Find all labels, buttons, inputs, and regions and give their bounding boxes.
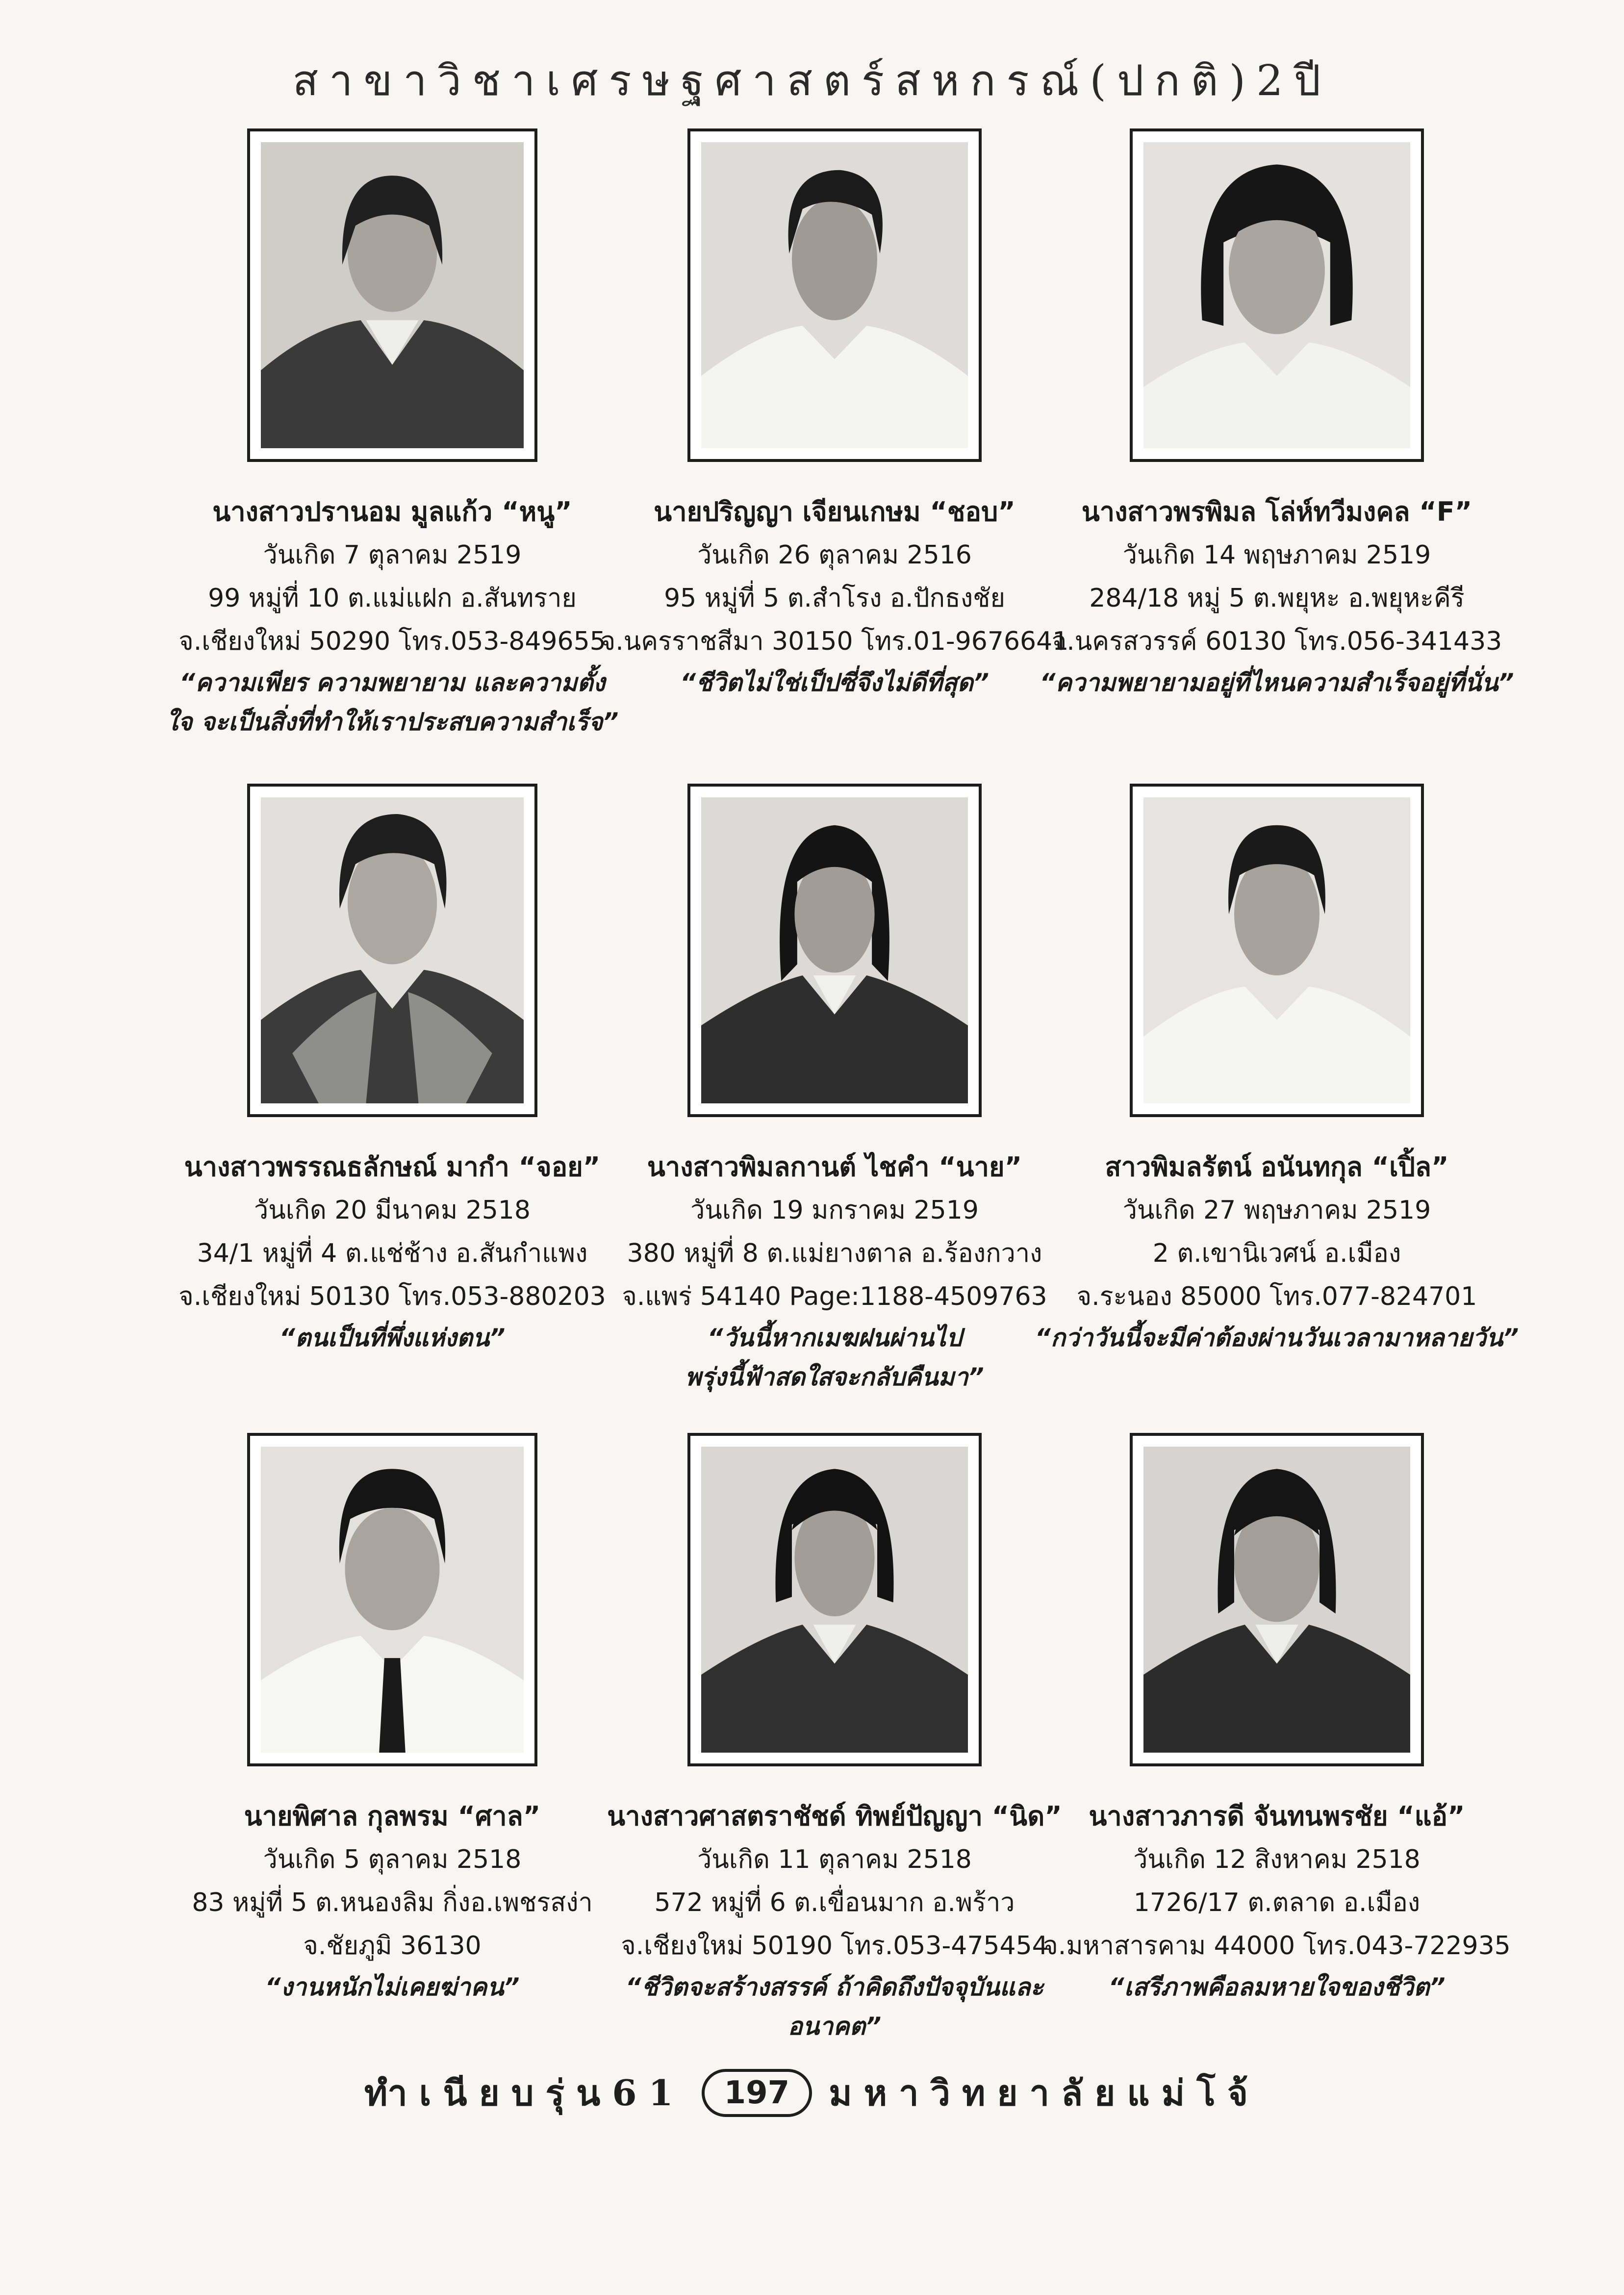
quote-line: “เสรีภาพคือลมหายใจของชีวิต”: [1108, 1973, 1446, 2001]
address-line: จ.ระนอง 85000 โทร.077-824701: [1076, 1282, 1477, 1311]
portrait-frame: [247, 1433, 537, 1766]
address-line: 284/18 หมู่ 5 ต.พยุหะ อ.พยุหะคีรี: [1089, 584, 1465, 613]
page-title: สาขาวิชาเศรษฐศาสตร์สหกรณ์(ปกติ)2ปี: [292, 56, 1332, 105]
graduate-card-5: [589, 784, 1080, 1397]
address-line: จ.ชัยภูมิ 36130: [303, 1931, 482, 1961]
graduate-card-3: [1032, 128, 1522, 702]
portrait-photo: [261, 797, 524, 1103]
portrait-photo: [1143, 797, 1410, 1103]
birth-date: วันเกิด 27 พฤษภาคม 2519: [1122, 1196, 1431, 1225]
portrait-photo: [1143, 1447, 1410, 1753]
graduate-card-7: [147, 1433, 637, 2007]
quote-line: “ความพยายามอยู่ที่ไหนความสำเร็จอยู่ที่นั่น”: [1040, 668, 1514, 697]
address-line: 1726/17 ต.ตลาด อ.เมือง: [1133, 1888, 1421, 1917]
portrait-frame: [247, 784, 537, 1117]
address-line: จ.แพร่ 54140 Page:1188-4509763: [622, 1282, 1047, 1311]
birth-date: วันเกิด 12 สิงหาคม 2518: [1133, 1845, 1421, 1874]
portrait-photo: [261, 1447, 524, 1753]
address-line: 380 หมู่ที่ 8 ต.แม่ยางตาล อ.ร้องกวาง: [627, 1239, 1042, 1268]
graduate-card-2: [589, 128, 1080, 702]
birth-date: วันเกิด 5 ตุลาคม 2518: [263, 1845, 522, 1874]
birth-date: วันเกิด 26 ตุลาคม 2516: [697, 540, 972, 570]
quote-line: ใจ จะเป็นสิ่งที่ทำให้เราประสบความสำเร็จ”: [166, 708, 619, 736]
portrait-frame: [247, 128, 537, 462]
birth-date: วันเกิด 20 มีนาคม 2518: [254, 1196, 531, 1225]
graduate-card-8: [589, 1433, 1080, 2046]
graduate-name: นางสาวภารดี จันทนพรชัย “แอ้”: [1089, 1801, 1465, 1832]
portrait-photo: [1143, 142, 1410, 448]
portrait-photo: [701, 1447, 968, 1753]
quote-line: “งานหนักไม่เคยฆ่าคน”: [265, 1973, 520, 2001]
graduate-name: นายปริญญา เจียนเกษม “ชอบ”: [654, 496, 1015, 527]
university-name: มหาวิทยาลัยแม่โจ้: [829, 2072, 1260, 2114]
graduate-name: สาวพิมลรัตน์ อนันทกุล “เปิ้ล”: [1105, 1151, 1449, 1182]
motto-quote: [589, 1967, 1080, 2046]
graduate-name: นางสาวศาสตราชัชด์ ทิพย์ปัญญา “นิด”: [607, 1801, 1062, 1832]
address-line: 99 หมู่ที่ 10 ต.แม่แฝก อ.สันทราย: [208, 584, 577, 613]
portrait-frame: [687, 784, 982, 1117]
graduate-name: นายพิศาล กุลพรม “ศาล”: [244, 1801, 541, 1832]
quote-line: “ชีวิตไม่ใช่เป็ปซี่จึงไม่ดีที่สุด”: [680, 668, 990, 697]
page-number: 197: [702, 2069, 812, 2117]
motto-quote: [1032, 663, 1522, 702]
address-line: จ.เชียงใหม่ 50290 โทร.053-849655: [178, 627, 606, 656]
portrait-photo: [701, 797, 968, 1103]
page-footer: [0, 2065, 1624, 2121]
graduate-name: นางสาวพิมลกานต์ ไชคำ “นาย”: [647, 1151, 1022, 1182]
quote-line: “ตนเป็นที่พึ่งแห่งตน”: [279, 1324, 506, 1352]
quote-line: “ชีวิตจะสร้างสรรค์ ถ้าคิดถึงปัจจุบันและอนาคต”: [625, 1973, 1044, 2040]
graduate-name: นางสาวปรานอม มูลแก้ว “หนู”: [212, 496, 572, 527]
yearbook-label: ทำเนียบรุ่น61: [364, 2072, 685, 2114]
address-line: 572 หมู่ที่ 6 ต.เขื่อนมาก อ.พร้าว: [654, 1888, 1015, 1917]
motto-quote: [147, 663, 637, 741]
address-line: จ.นครราชสีมา 30150 โทร.01-9676641: [600, 627, 1069, 656]
quote-line: “ความเพียร ความพยายาม และความตั้ง: [179, 668, 606, 697]
motto-quote: [147, 1318, 637, 1357]
address-line: จ.เชียงใหม่ 50130 โทร.053-880203: [178, 1282, 606, 1311]
graduate-card-6: [1032, 784, 1522, 1357]
motto-quote: [589, 663, 1080, 702]
address-line: 34/1 หมู่ที่ 4 ต.แช่ช้าง อ.สันกำแพง: [197, 1239, 588, 1268]
graduate-name: นางสาวพรพิมล โล่ห์ทวีมงคล “F”: [1081, 496, 1472, 527]
motto-quote: [147, 1967, 637, 2007]
address-line: จ.นครสวรรค์ 60130 โทร.056-341433: [1051, 627, 1502, 656]
graduate-card-9: [1032, 1433, 1522, 2007]
portrait-frame: [1130, 128, 1424, 462]
portrait-frame: [687, 1433, 982, 1766]
address-line: 95 หมู่ที่ 5 ต.สำโรง อ.ปักธงชัย: [664, 584, 1005, 613]
portrait-photo: [261, 142, 524, 448]
quote-line: พรุ่งนี้ฟ้าสดใสจะกลับคืนมา”: [685, 1363, 984, 1391]
graduate-card-1: [147, 128, 637, 741]
portrait-frame: [1130, 1433, 1424, 1766]
quote-line: “กว่าวันนี้จะมีค่าต้องผ่านวันเวลามาหลายวัน”: [1035, 1324, 1519, 1352]
quote-line: “วันนี้หากเมฆฝนผ่านไป: [707, 1324, 962, 1352]
motto-quote: [589, 1318, 1080, 1397]
motto-quote: [1032, 1318, 1522, 1357]
birth-date: วันเกิด 19 มกราคม 2519: [690, 1196, 979, 1225]
graduate-name: นางสาวพรรณธลักษณ์ มากำ “จอย”: [184, 1151, 601, 1182]
birth-date: วันเกิด 14 พฤษภาคม 2519: [1122, 540, 1431, 570]
birth-date: วันเกิด 11 ตุลาคม 2518: [697, 1845, 972, 1874]
portrait-frame: [1130, 784, 1424, 1117]
graduate-card-4: [147, 784, 637, 1357]
address-line: 2 ต.เขานิเวศน์ อ.เมือง: [1152, 1239, 1401, 1268]
address-line: จ.มหาสารคาม 44000 โทร.043-722935: [1043, 1931, 1511, 1961]
motto-quote: [1032, 1967, 1522, 2007]
portrait-frame: [687, 128, 982, 462]
address-line: จ.เชียงใหม่ 50190 โทร.053-475454: [621, 1931, 1048, 1961]
birth-date: วันเกิด 7 ตุลาคม 2519: [263, 540, 522, 570]
portrait-photo: [701, 142, 968, 448]
address-line: 83 หมู่ที่ 5 ต.หนองลิม กิ่งอ.เพชรสง่า: [192, 1888, 593, 1917]
